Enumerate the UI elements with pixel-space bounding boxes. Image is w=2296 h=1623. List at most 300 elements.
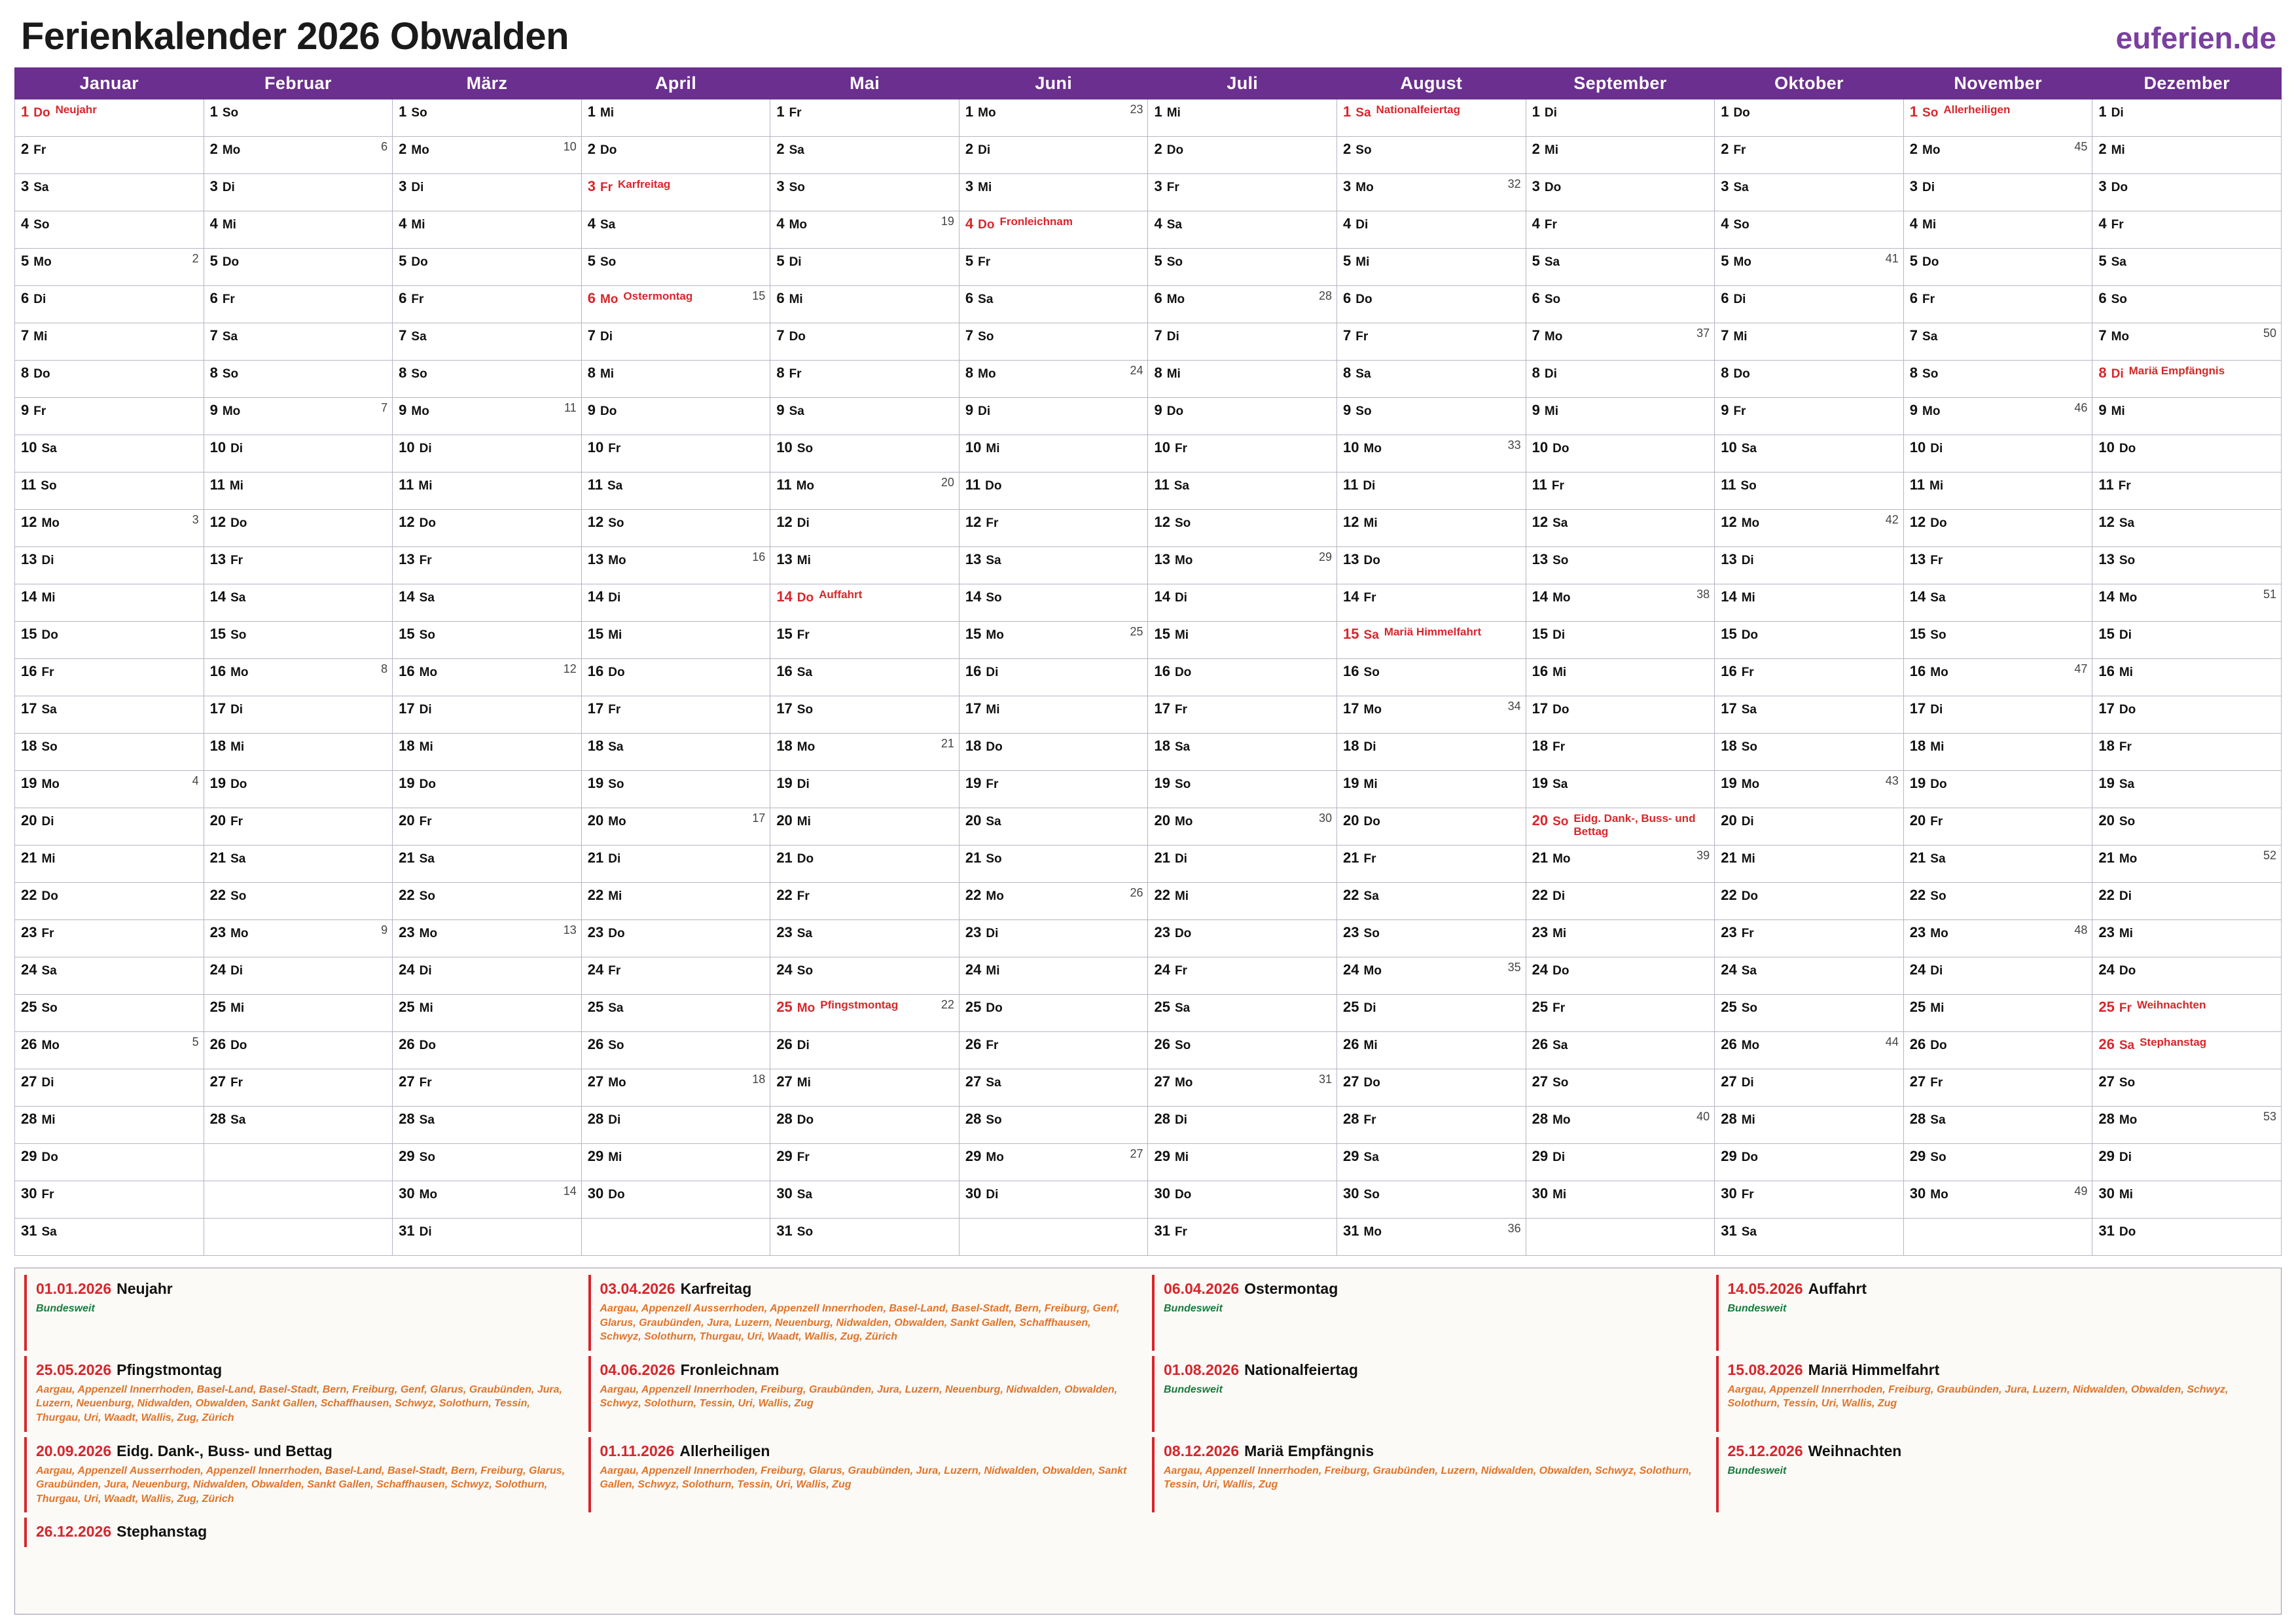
- calendar-cell[interactable]: [2092, 1032, 2282, 1069]
- calendar-cell[interactable]: [959, 1032, 1148, 1069]
- calendar-cell[interactable]: [581, 323, 770, 361]
- calendar-cell[interactable]: [1903, 510, 2092, 547]
- calendar-cell[interactable]: [770, 361, 960, 398]
- calendar-cell[interactable]: [581, 696, 770, 734]
- calendar-cell[interactable]: [581, 920, 770, 957]
- calendar-cell[interactable]: [1337, 883, 1526, 920]
- calendar-cell[interactable]: [1148, 1181, 1337, 1219]
- calendar-cell[interactable]: [15, 510, 204, 547]
- calendar-cell[interactable]: [1526, 622, 1715, 659]
- calendar-cell[interactable]: [1337, 734, 1526, 771]
- calendar-cell[interactable]: [1148, 883, 1337, 920]
- calendar-cell[interactable]: [770, 920, 960, 957]
- calendar-cell[interactable]: [204, 846, 393, 883]
- calendar-cell[interactable]: [581, 1144, 770, 1181]
- calendar-cell[interactable]: [1526, 1144, 1715, 1181]
- calendar-cell[interactable]: [1903, 957, 2092, 995]
- calendar-cell[interactable]: [1337, 211, 1526, 249]
- calendar-cell[interactable]: [1526, 1069, 1715, 1107]
- calendar-cell[interactable]: [770, 1219, 960, 1256]
- calendar-cell[interactable]: [15, 174, 204, 211]
- calendar-cell[interactable]: [1903, 584, 2092, 622]
- calendar-cell[interactable]: [393, 584, 582, 622]
- calendar-cell[interactable]: [204, 323, 393, 361]
- calendar-cell[interactable]: [15, 1219, 204, 1256]
- calendar-cell[interactable]: [15, 846, 204, 883]
- calendar-cell[interactable]: [2092, 957, 2282, 995]
- calendar-cell[interactable]: [1337, 435, 1526, 473]
- calendar-cell[interactable]: [204, 137, 393, 174]
- calendar-cell[interactable]: [1148, 211, 1337, 249]
- calendar-cell[interactable]: [1715, 547, 1904, 584]
- calendar-cell[interactable]: [15, 696, 204, 734]
- calendar-cell[interactable]: [1903, 174, 2092, 211]
- calendar-cell[interactable]: [959, 435, 1148, 473]
- calendar-cell[interactable]: [204, 696, 393, 734]
- calendar-cell[interactable]: [15, 659, 204, 696]
- calendar-cell[interactable]: [2092, 696, 2282, 734]
- calendar-cell[interactable]: [770, 1107, 960, 1144]
- calendar-cell[interactable]: [15, 137, 204, 174]
- calendar-cell[interactable]: [2092, 1181, 2282, 1219]
- calendar-cell[interactable]: [1337, 1032, 1526, 1069]
- calendar-cell[interactable]: [1526, 286, 1715, 323]
- calendar-cell[interactable]: [1337, 622, 1526, 659]
- calendar-cell[interactable]: [1337, 771, 1526, 808]
- calendar-cell[interactable]: [1337, 584, 1526, 622]
- calendar-cell[interactable]: [1148, 622, 1337, 659]
- calendar-cell[interactable]: [581, 174, 770, 211]
- calendar-cell[interactable]: [959, 771, 1148, 808]
- calendar-cell[interactable]: [1903, 1144, 2092, 1181]
- calendar-cell[interactable]: [1903, 771, 2092, 808]
- calendar-cell[interactable]: [393, 1032, 582, 1069]
- calendar-cell[interactable]: [959, 1144, 1148, 1181]
- calendar-cell[interactable]: [581, 249, 770, 286]
- calendar-cell[interactable]: [15, 1032, 204, 1069]
- calendar-cell[interactable]: [393, 249, 582, 286]
- calendar-cell[interactable]: [770, 137, 960, 174]
- calendar-cell[interactable]: [1148, 771, 1337, 808]
- calendar-cell[interactable]: [959, 137, 1148, 174]
- calendar-cell[interactable]: [393, 957, 582, 995]
- calendar-cell[interactable]: [581, 1069, 770, 1107]
- calendar-cell[interactable]: [1903, 435, 2092, 473]
- calendar-cell[interactable]: [959, 1069, 1148, 1107]
- calendar-cell[interactable]: [959, 398, 1148, 435]
- calendar-cell[interactable]: [1526, 510, 1715, 547]
- calendar-cell[interactable]: [1903, 1107, 2092, 1144]
- calendar-cell[interactable]: [1526, 398, 1715, 435]
- calendar-cell[interactable]: [1148, 1144, 1337, 1181]
- calendar-cell[interactable]: [393, 547, 582, 584]
- calendar-cell[interactable]: [581, 286, 770, 323]
- calendar-cell[interactable]: [15, 1069, 204, 1107]
- calendar-cell[interactable]: [1715, 1032, 1904, 1069]
- calendar-cell[interactable]: [204, 957, 393, 995]
- calendar-cell[interactable]: [15, 622, 204, 659]
- calendar-cell[interactable]: [1903, 995, 2092, 1032]
- calendar-cell[interactable]: [15, 398, 204, 435]
- calendar-cell[interactable]: [770, 473, 960, 510]
- calendar-cell[interactable]: [1526, 99, 1715, 137]
- calendar-cell[interactable]: [581, 622, 770, 659]
- calendar-cell[interactable]: [770, 249, 960, 286]
- calendar-cell[interactable]: [959, 361, 1148, 398]
- calendar-cell[interactable]: [581, 995, 770, 1032]
- calendar-cell[interactable]: [1337, 1107, 1526, 1144]
- calendar-cell[interactable]: [393, 995, 582, 1032]
- calendar-cell[interactable]: [770, 957, 960, 995]
- calendar-cell[interactable]: [1526, 323, 1715, 361]
- calendar-cell[interactable]: [2092, 808, 2282, 846]
- calendar-cell[interactable]: [15, 286, 204, 323]
- calendar-cell[interactable]: [1337, 323, 1526, 361]
- calendar-cell[interactable]: [204, 361, 393, 398]
- calendar-cell[interactable]: [1526, 249, 1715, 286]
- calendar-cell[interactable]: [1337, 957, 1526, 995]
- calendar-cell[interactable]: [204, 99, 393, 137]
- calendar-cell[interactable]: [1148, 659, 1337, 696]
- calendar-cell[interactable]: [393, 659, 582, 696]
- calendar-cell[interactable]: [1526, 696, 1715, 734]
- calendar-cell[interactable]: [581, 957, 770, 995]
- calendar-cell[interactable]: [1526, 1107, 1715, 1144]
- calendar-cell[interactable]: [959, 174, 1148, 211]
- calendar-cell[interactable]: [1903, 734, 2092, 771]
- calendar-cell[interactable]: [581, 846, 770, 883]
- calendar-cell[interactable]: [959, 734, 1148, 771]
- calendar-cell[interactable]: [1903, 286, 2092, 323]
- calendar-cell[interactable]: [1715, 1144, 1904, 1181]
- calendar-cell[interactable]: [1526, 771, 1715, 808]
- calendar-cell[interactable]: [1715, 846, 1904, 883]
- calendar-cell[interactable]: [1337, 659, 1526, 696]
- calendar-cell[interactable]: [1526, 808, 1715, 846]
- calendar-cell[interactable]: [1526, 473, 1715, 510]
- calendar-cell[interactable]: [1715, 1069, 1904, 1107]
- calendar-cell[interactable]: [1715, 957, 1904, 995]
- calendar-cell[interactable]: [1148, 995, 1337, 1032]
- calendar-cell[interactable]: [204, 510, 393, 547]
- calendar-cell[interactable]: [204, 920, 393, 957]
- calendar-cell[interactable]: [581, 1107, 770, 1144]
- calendar-cell[interactable]: [959, 622, 1148, 659]
- calendar-cell[interactable]: [1526, 211, 1715, 249]
- calendar-cell[interactable]: [2092, 547, 2282, 584]
- calendar-cell[interactable]: [1526, 435, 1715, 473]
- calendar-cell[interactable]: [2092, 398, 2282, 435]
- calendar-cell[interactable]: [204, 211, 393, 249]
- calendar-cell[interactable]: [1526, 584, 1715, 622]
- calendar-cell[interactable]: [393, 510, 582, 547]
- calendar-cell[interactable]: [959, 846, 1148, 883]
- calendar-cell[interactable]: [581, 99, 770, 137]
- calendar-cell[interactable]: [393, 1107, 582, 1144]
- calendar-cell[interactable]: [2092, 1144, 2282, 1181]
- calendar-cell[interactable]: [1148, 1107, 1337, 1144]
- calendar-cell[interactable]: [1337, 696, 1526, 734]
- calendar-cell[interactable]: [581, 510, 770, 547]
- calendar-cell[interactable]: [1148, 361, 1337, 398]
- calendar-cell[interactable]: [1903, 920, 2092, 957]
- calendar-cell[interactable]: [1903, 1032, 2092, 1069]
- calendar-cell[interactable]: [770, 398, 960, 435]
- calendar-cell[interactable]: [770, 696, 960, 734]
- calendar-cell[interactable]: [959, 1181, 1148, 1219]
- calendar-cell[interactable]: [2092, 846, 2282, 883]
- calendar-cell[interactable]: [393, 1181, 582, 1219]
- calendar-cell[interactable]: [393, 1144, 582, 1181]
- calendar-cell[interactable]: [1903, 1069, 2092, 1107]
- calendar-cell[interactable]: [393, 174, 582, 211]
- calendar-cell[interactable]: [770, 1069, 960, 1107]
- calendar-cell[interactable]: [2092, 920, 2282, 957]
- calendar-cell[interactable]: [1903, 323, 2092, 361]
- calendar-cell[interactable]: [1715, 659, 1904, 696]
- calendar-cell[interactable]: [959, 883, 1148, 920]
- calendar-cell[interactable]: [770, 174, 960, 211]
- calendar-cell[interactable]: [393, 398, 582, 435]
- calendar-cell[interactable]: [770, 771, 960, 808]
- calendar-cell[interactable]: [1903, 398, 2092, 435]
- calendar-cell[interactable]: [15, 99, 204, 137]
- calendar-cell[interactable]: [393, 286, 582, 323]
- calendar-cell[interactable]: [770, 1181, 960, 1219]
- calendar-cell[interactable]: [15, 957, 204, 995]
- calendar-cell[interactable]: [204, 771, 393, 808]
- calendar-cell[interactable]: [1715, 99, 1904, 137]
- calendar-cell[interactable]: [770, 659, 960, 696]
- calendar-cell[interactable]: [204, 659, 393, 696]
- calendar-cell[interactable]: [959, 323, 1148, 361]
- calendar-cell[interactable]: [393, 361, 582, 398]
- calendar-cell[interactable]: [15, 1107, 204, 1144]
- calendar-cell[interactable]: [15, 584, 204, 622]
- calendar-cell[interactable]: [2092, 1107, 2282, 1144]
- calendar-cell[interactable]: [393, 846, 582, 883]
- calendar-cell[interactable]: [959, 995, 1148, 1032]
- calendar-cell[interactable]: [204, 808, 393, 846]
- calendar-cell[interactable]: [393, 920, 582, 957]
- calendar-cell[interactable]: [1715, 1107, 1904, 1144]
- calendar-cell[interactable]: [959, 920, 1148, 957]
- calendar-cell[interactable]: [1148, 696, 1337, 734]
- calendar-cell[interactable]: [1148, 435, 1337, 473]
- calendar-cell[interactable]: [1337, 286, 1526, 323]
- calendar-cell[interactable]: [1903, 249, 2092, 286]
- calendar-cell[interactable]: [15, 771, 204, 808]
- calendar-cell[interactable]: [1715, 174, 1904, 211]
- calendar-cell[interactable]: [1526, 174, 1715, 211]
- calendar-cell[interactable]: [2092, 473, 2282, 510]
- calendar-cell[interactable]: [393, 211, 582, 249]
- calendar-cell[interactable]: [770, 286, 960, 323]
- calendar-cell[interactable]: [393, 473, 582, 510]
- calendar-cell[interactable]: [15, 734, 204, 771]
- calendar-cell[interactable]: [2092, 361, 2282, 398]
- calendar-cell[interactable]: [1715, 771, 1904, 808]
- calendar-cell[interactable]: [1148, 137, 1337, 174]
- calendar-cell[interactable]: [1148, 510, 1337, 547]
- calendar-cell[interactable]: [770, 995, 960, 1032]
- calendar-cell[interactable]: [393, 1219, 582, 1256]
- calendar-cell[interactable]: [1148, 1219, 1337, 1256]
- calendar-cell[interactable]: [1715, 883, 1904, 920]
- calendar-cell[interactable]: [2092, 510, 2282, 547]
- calendar-cell[interactable]: [1903, 473, 2092, 510]
- calendar-cell[interactable]: [1337, 398, 1526, 435]
- calendar-cell[interactable]: [15, 361, 204, 398]
- calendar-cell[interactable]: [581, 1032, 770, 1069]
- calendar-cell[interactable]: [1526, 920, 1715, 957]
- calendar-cell[interactable]: [393, 323, 582, 361]
- calendar-cell[interactable]: [1337, 1219, 1526, 1256]
- calendar-cell[interactable]: [581, 547, 770, 584]
- calendar-cell[interactable]: [1715, 696, 1904, 734]
- calendar-cell[interactable]: [204, 1032, 393, 1069]
- calendar-cell[interactable]: [581, 361, 770, 398]
- calendar-cell[interactable]: [959, 584, 1148, 622]
- calendar-cell[interactable]: [2092, 734, 2282, 771]
- calendar-cell[interactable]: [2092, 174, 2282, 211]
- calendar-cell[interactable]: [2092, 323, 2282, 361]
- calendar-cell[interactable]: [1337, 1144, 1526, 1181]
- calendar-cell[interactable]: [959, 1107, 1148, 1144]
- calendar-cell[interactable]: [2092, 211, 2282, 249]
- calendar-cell[interactable]: [1903, 846, 2092, 883]
- calendar-cell[interactable]: [959, 510, 1148, 547]
- calendar-cell[interactable]: [770, 1032, 960, 1069]
- calendar-cell[interactable]: [581, 211, 770, 249]
- calendar-cell[interactable]: [393, 137, 582, 174]
- calendar-cell[interactable]: [1903, 1181, 2092, 1219]
- calendar-cell[interactable]: [770, 211, 960, 249]
- calendar-cell[interactable]: [1337, 361, 1526, 398]
- calendar-cell[interactable]: [1526, 1181, 1715, 1219]
- calendar-cell[interactable]: [2092, 137, 2282, 174]
- calendar-cell[interactable]: [2092, 286, 2282, 323]
- calendar-cell[interactable]: [393, 622, 582, 659]
- calendar-cell[interactable]: [1148, 957, 1337, 995]
- calendar-cell[interactable]: [770, 1144, 960, 1181]
- calendar-cell[interactable]: [1715, 1181, 1904, 1219]
- calendar-cell[interactable]: [581, 137, 770, 174]
- calendar-cell[interactable]: [581, 808, 770, 846]
- calendar-cell[interactable]: [393, 734, 582, 771]
- calendar-cell[interactable]: [2092, 622, 2282, 659]
- calendar-cell[interactable]: [1337, 808, 1526, 846]
- calendar-cell[interactable]: [1715, 995, 1904, 1032]
- calendar-cell[interactable]: [1715, 137, 1904, 174]
- calendar-cell[interactable]: [959, 696, 1148, 734]
- calendar-cell[interactable]: [770, 510, 960, 547]
- calendar-cell[interactable]: [770, 883, 960, 920]
- calendar-cell[interactable]: [1148, 734, 1337, 771]
- calendar-cell[interactable]: [393, 1069, 582, 1107]
- calendar-cell[interactable]: [581, 584, 770, 622]
- calendar-cell[interactable]: [581, 883, 770, 920]
- calendar-cell[interactable]: [581, 1181, 770, 1219]
- calendar-cell[interactable]: [204, 286, 393, 323]
- calendar-cell[interactable]: [581, 771, 770, 808]
- calendar-cell[interactable]: [1148, 99, 1337, 137]
- calendar-cell[interactable]: [2092, 771, 2282, 808]
- calendar-cell[interactable]: [15, 435, 204, 473]
- calendar-cell[interactable]: [1526, 957, 1715, 995]
- calendar-cell[interactable]: [2092, 883, 2282, 920]
- calendar-cell[interactable]: [1526, 883, 1715, 920]
- calendar-cell[interactable]: [15, 547, 204, 584]
- calendar-cell[interactable]: [770, 846, 960, 883]
- calendar-cell[interactable]: [959, 211, 1148, 249]
- calendar-cell[interactable]: [581, 473, 770, 510]
- calendar-cell[interactable]: [15, 1144, 204, 1181]
- calendar-cell[interactable]: [1337, 99, 1526, 137]
- calendar-cell[interactable]: [1715, 435, 1904, 473]
- calendar-cell[interactable]: [2092, 995, 2282, 1032]
- calendar-cell[interactable]: [1337, 995, 1526, 1032]
- calendar-cell[interactable]: [770, 323, 960, 361]
- calendar-cell[interactable]: [1903, 99, 2092, 137]
- calendar-cell[interactable]: [770, 584, 960, 622]
- calendar-cell[interactable]: [581, 734, 770, 771]
- calendar-cell[interactable]: [1337, 846, 1526, 883]
- calendar-cell[interactable]: [770, 808, 960, 846]
- calendar-cell[interactable]: [2092, 659, 2282, 696]
- calendar-cell[interactable]: [204, 473, 393, 510]
- calendar-cell[interactable]: [1148, 808, 1337, 846]
- calendar-cell[interactable]: [1148, 1032, 1337, 1069]
- calendar-cell[interactable]: [204, 174, 393, 211]
- calendar-cell[interactable]: [393, 696, 582, 734]
- calendar-cell[interactable]: [2092, 249, 2282, 286]
- calendar-cell[interactable]: [1903, 696, 2092, 734]
- calendar-cell[interactable]: [2092, 435, 2282, 473]
- calendar-cell[interactable]: [2092, 1219, 2282, 1256]
- calendar-cell[interactable]: [204, 249, 393, 286]
- calendar-cell[interactable]: [393, 883, 582, 920]
- calendar-cell[interactable]: [15, 473, 204, 510]
- calendar-cell[interactable]: [959, 473, 1148, 510]
- calendar-cell[interactable]: [393, 99, 582, 137]
- calendar-cell[interactable]: [1903, 211, 2092, 249]
- calendar-cell[interactable]: [581, 659, 770, 696]
- calendar-cell[interactable]: [770, 547, 960, 584]
- calendar-cell[interactable]: [1148, 920, 1337, 957]
- calendar-cell[interactable]: [1337, 249, 1526, 286]
- calendar-cell[interactable]: [1337, 473, 1526, 510]
- calendar-cell[interactable]: [1903, 659, 2092, 696]
- calendar-cell[interactable]: [1526, 1032, 1715, 1069]
- calendar-cell[interactable]: [770, 622, 960, 659]
- calendar-cell[interactable]: [1148, 323, 1337, 361]
- calendar-cell[interactable]: [1148, 286, 1337, 323]
- calendar-cell[interactable]: [1148, 547, 1337, 584]
- calendar-cell[interactable]: [959, 808, 1148, 846]
- calendar-cell[interactable]: [1715, 249, 1904, 286]
- calendar-cell[interactable]: [1903, 547, 2092, 584]
- calendar-cell[interactable]: [1715, 473, 1904, 510]
- calendar-cell[interactable]: [959, 957, 1148, 995]
- calendar-cell[interactable]: [1526, 547, 1715, 584]
- calendar-cell[interactable]: [581, 398, 770, 435]
- calendar-cell[interactable]: [1148, 249, 1337, 286]
- calendar-cell[interactable]: [393, 808, 582, 846]
- calendar-cell[interactable]: [1337, 1069, 1526, 1107]
- calendar-cell[interactable]: [204, 883, 393, 920]
- calendar-cell[interactable]: [15, 995, 204, 1032]
